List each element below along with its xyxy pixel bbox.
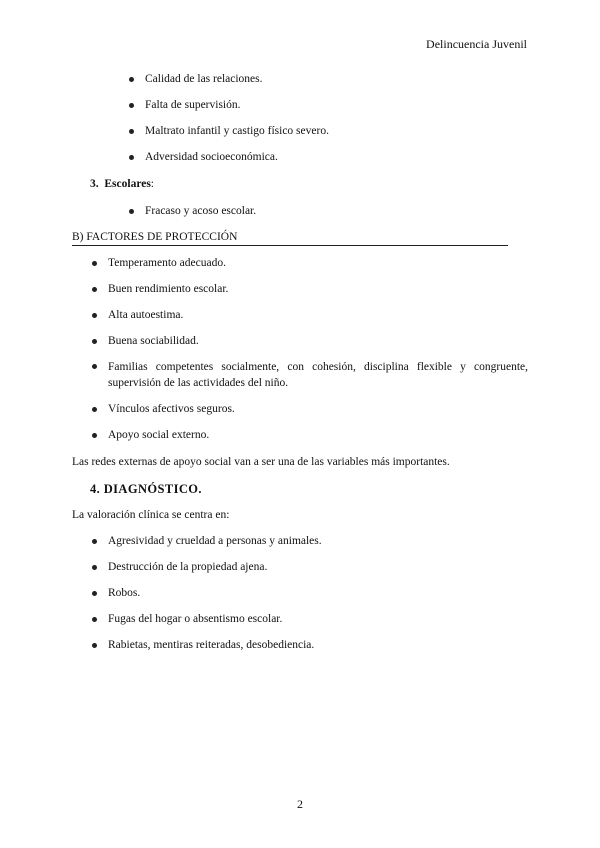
list-item: Robos. [108, 586, 140, 600]
bullet-icon [92, 565, 97, 570]
bullet-icon [92, 433, 97, 438]
diagnosis-heading: 4. DIAGNÓSTICO. [90, 482, 202, 496]
list-item: Maltrato infantil y castigo físico severo. [145, 124, 329, 138]
bullet-icon [92, 339, 97, 344]
bullet-icon [92, 539, 97, 544]
page-number: 2 [297, 797, 303, 811]
bullet-icon [92, 364, 97, 369]
list-item: Alta autoestima. [108, 308, 183, 322]
list-item: Buena sociabilidad. [108, 334, 199, 348]
paragraph: Las redes externas de apoyo social van a ser una de las variables más importantes. [72, 456, 450, 468]
bullet-icon [129, 103, 134, 108]
bullet-icon [92, 313, 97, 318]
list-item: Agresividad y crueldad a personas y animales. [108, 534, 322, 548]
list-item: Falta de supervisión. [145, 98, 241, 112]
bullet-icon [129, 77, 134, 82]
running-header: Delincuencia Juvenil [426, 37, 527, 51]
list-item: Destrucción de la propiedad ajena. [108, 560, 267, 574]
bullet-icon [92, 643, 97, 648]
section-heading: B) FACTORES DE PROTECCIÓN [72, 230, 508, 246]
bullet-icon [92, 287, 97, 292]
bullet-icon [92, 617, 97, 622]
list-item: Vínculos afectivos seguros. [108, 402, 235, 416]
list-item: Buen rendimiento escolar. [108, 282, 228, 296]
list-item: Familias competentes socialmente, con cohesión, disciplina flexible y congruente, supervisión de las actividades del niño. [108, 359, 528, 391]
bullet-icon [92, 261, 97, 266]
list-item: Adversidad socioeconómica. [145, 150, 278, 164]
list-item: Temperamento adecuado. [108, 256, 226, 270]
list-item: Calidad de las relaciones. [145, 72, 263, 86]
bullet-icon [92, 591, 97, 596]
bullet-icon [92, 407, 97, 412]
school-heading: 3. Escolares: [90, 178, 154, 190]
list-item: Apoyo social externo. [108, 428, 209, 442]
bullet-icon [129, 209, 134, 214]
list-item: Fracaso y acoso escolar. [145, 204, 256, 218]
list-item: Rabietas, mentiras reiteradas, desobediencia. [108, 638, 314, 652]
list-item: Fugas del hogar o absentismo escolar. [108, 612, 282, 626]
bullet-icon [129, 129, 134, 134]
bullet-icon [129, 155, 134, 160]
paragraph: La valoración clínica se centra en: [72, 509, 230, 521]
